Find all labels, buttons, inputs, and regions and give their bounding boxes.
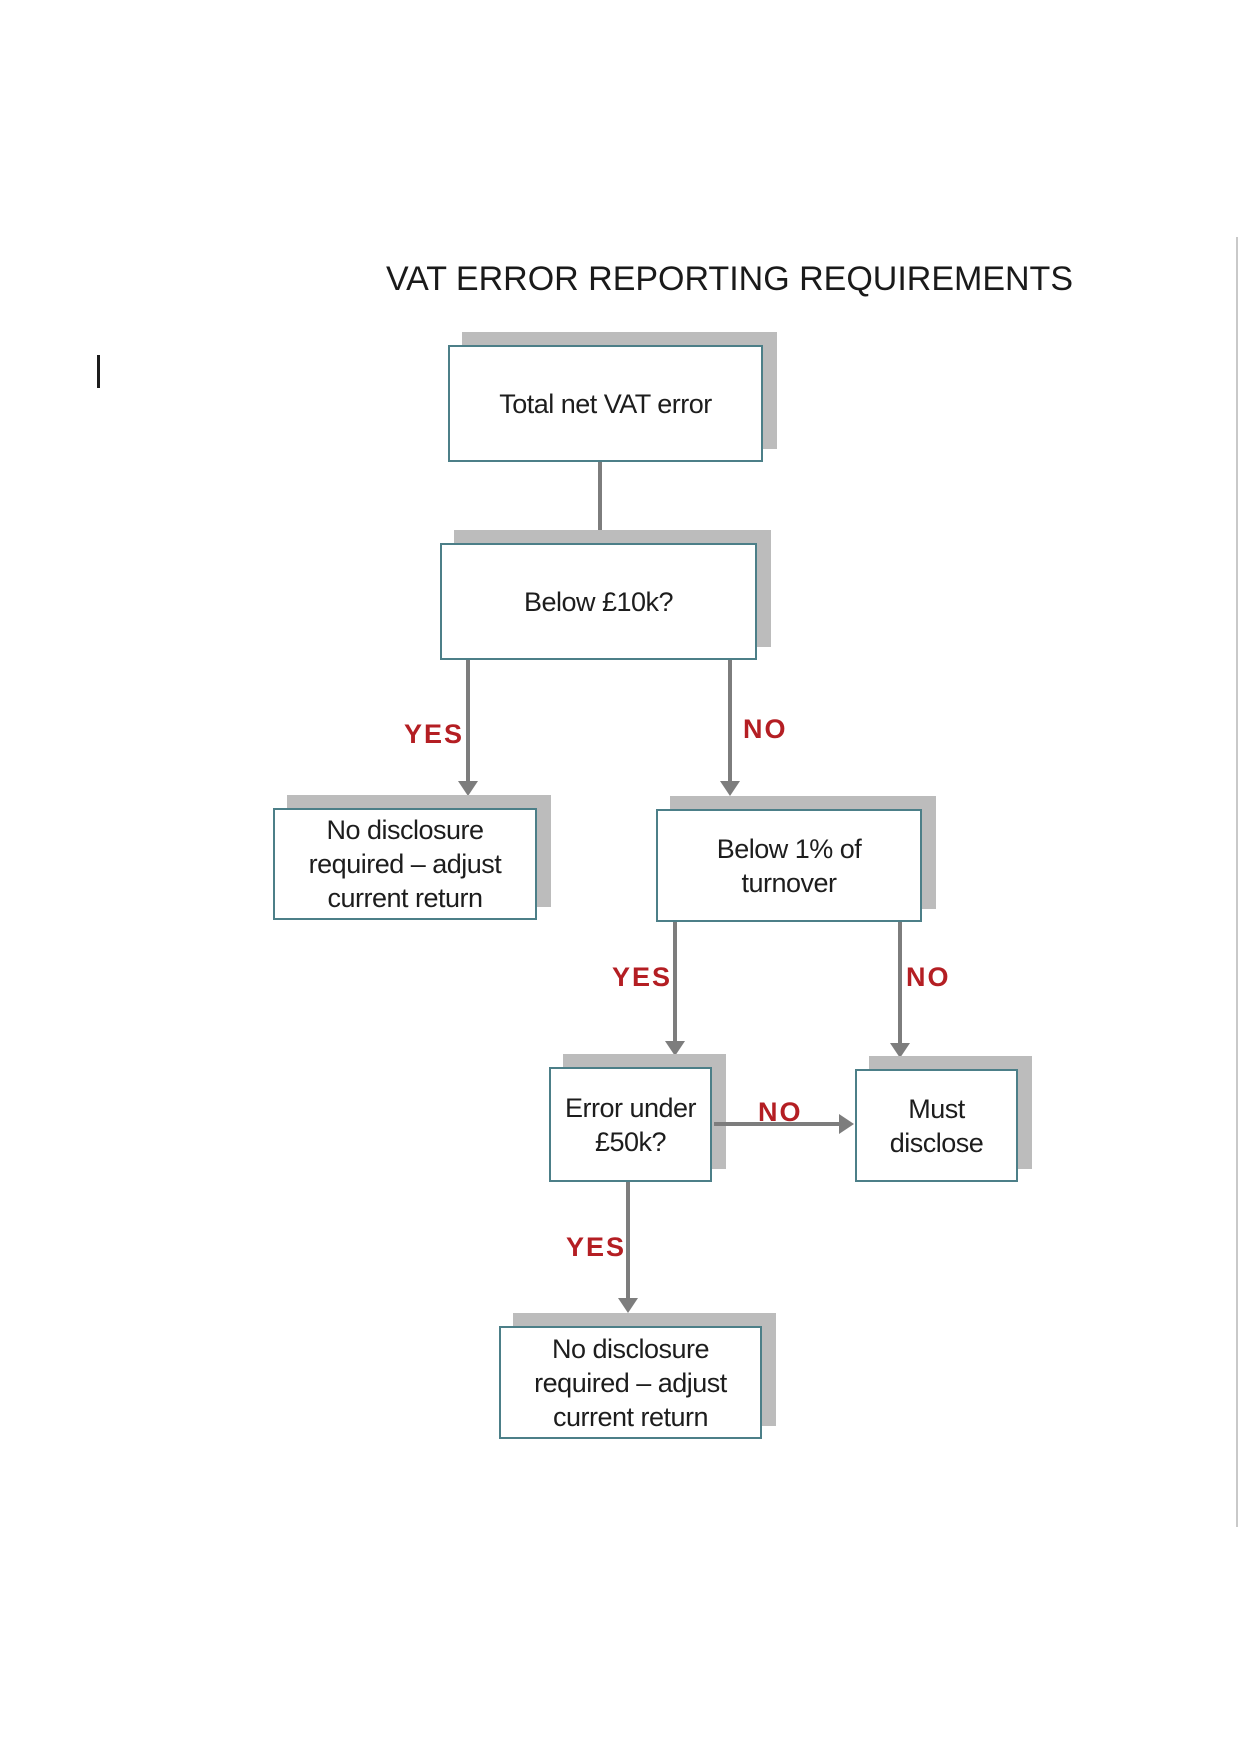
diagram-title: VAT ERROR REPORTING REQUIREMENTS — [386, 260, 1074, 298]
node-label-line: Must — [908, 1093, 965, 1124]
node-label-line: No disclosure — [326, 815, 484, 845]
node-box — [448, 345, 763, 462]
page-edge-line — [1236, 237, 1238, 1527]
node-label-line: required – adjust — [534, 1367, 727, 1398]
connector-error50k-yes-arrowhead — [618, 1298, 638, 1313]
node-box — [549, 1067, 712, 1182]
node-no-disclosure-bottom — [499, 1326, 762, 1439]
connector-below1pct-yes-line — [673, 922, 677, 1043]
node-label-line: turnover — [741, 867, 837, 898]
edge-label-no-1: NO — [743, 714, 788, 744]
node-box — [656, 809, 922, 922]
node-below-1-percent-of-turnover — [656, 809, 922, 922]
node-error-under-50k — [549, 1067, 712, 1182]
connector-below10k-no-arrowhead — [720, 781, 740, 796]
node-label-line: Total net VAT error — [499, 388, 712, 419]
node-label-line: £50k? — [594, 1126, 667, 1157]
connector-error50k-yes-line — [626, 1182, 630, 1300]
edge-label-yes-2: YES — [612, 962, 673, 992]
node-label-line: No disclosure — [551, 1333, 710, 1364]
connector-below10k-no-line — [728, 660, 732, 783]
node-label-line: disclose — [889, 1127, 984, 1158]
node-must-disclose — [855, 1069, 1018, 1182]
edge-label-no-3: NO — [758, 1097, 803, 1127]
node-label-line: current return — [327, 883, 483, 913]
connector-total-to-below10k — [598, 462, 602, 534]
node-box — [499, 1326, 762, 1439]
edge-label-yes-3: YES — [566, 1232, 627, 1262]
connector-below10k-yes-arrowhead — [458, 781, 478, 796]
node-box — [273, 808, 537, 920]
edge-label-no-2: NO — [906, 962, 951, 992]
node-label-line: current return — [552, 1401, 709, 1432]
node-label-line: Below 1% of — [716, 833, 862, 864]
node-box — [855, 1069, 1018, 1182]
node-total-net-vat-error — [448, 345, 763, 462]
edge-label-yes-1: YES — [404, 719, 465, 749]
node-label-line: Below £10k? — [523, 586, 674, 617]
connector-error50k-no-arrowhead — [839, 1114, 854, 1134]
node-no-disclosure-left — [273, 808, 537, 920]
connector-below10k-yes-line — [466, 660, 470, 783]
text-cursor-mark — [97, 355, 100, 388]
node-label-line: Error under — [564, 1092, 697, 1123]
connector-below1pct-no-line — [898, 922, 902, 1045]
node-label-line: required – adjust — [308, 849, 502, 879]
node-box — [440, 543, 757, 660]
node-below-10k — [440, 543, 757, 660]
